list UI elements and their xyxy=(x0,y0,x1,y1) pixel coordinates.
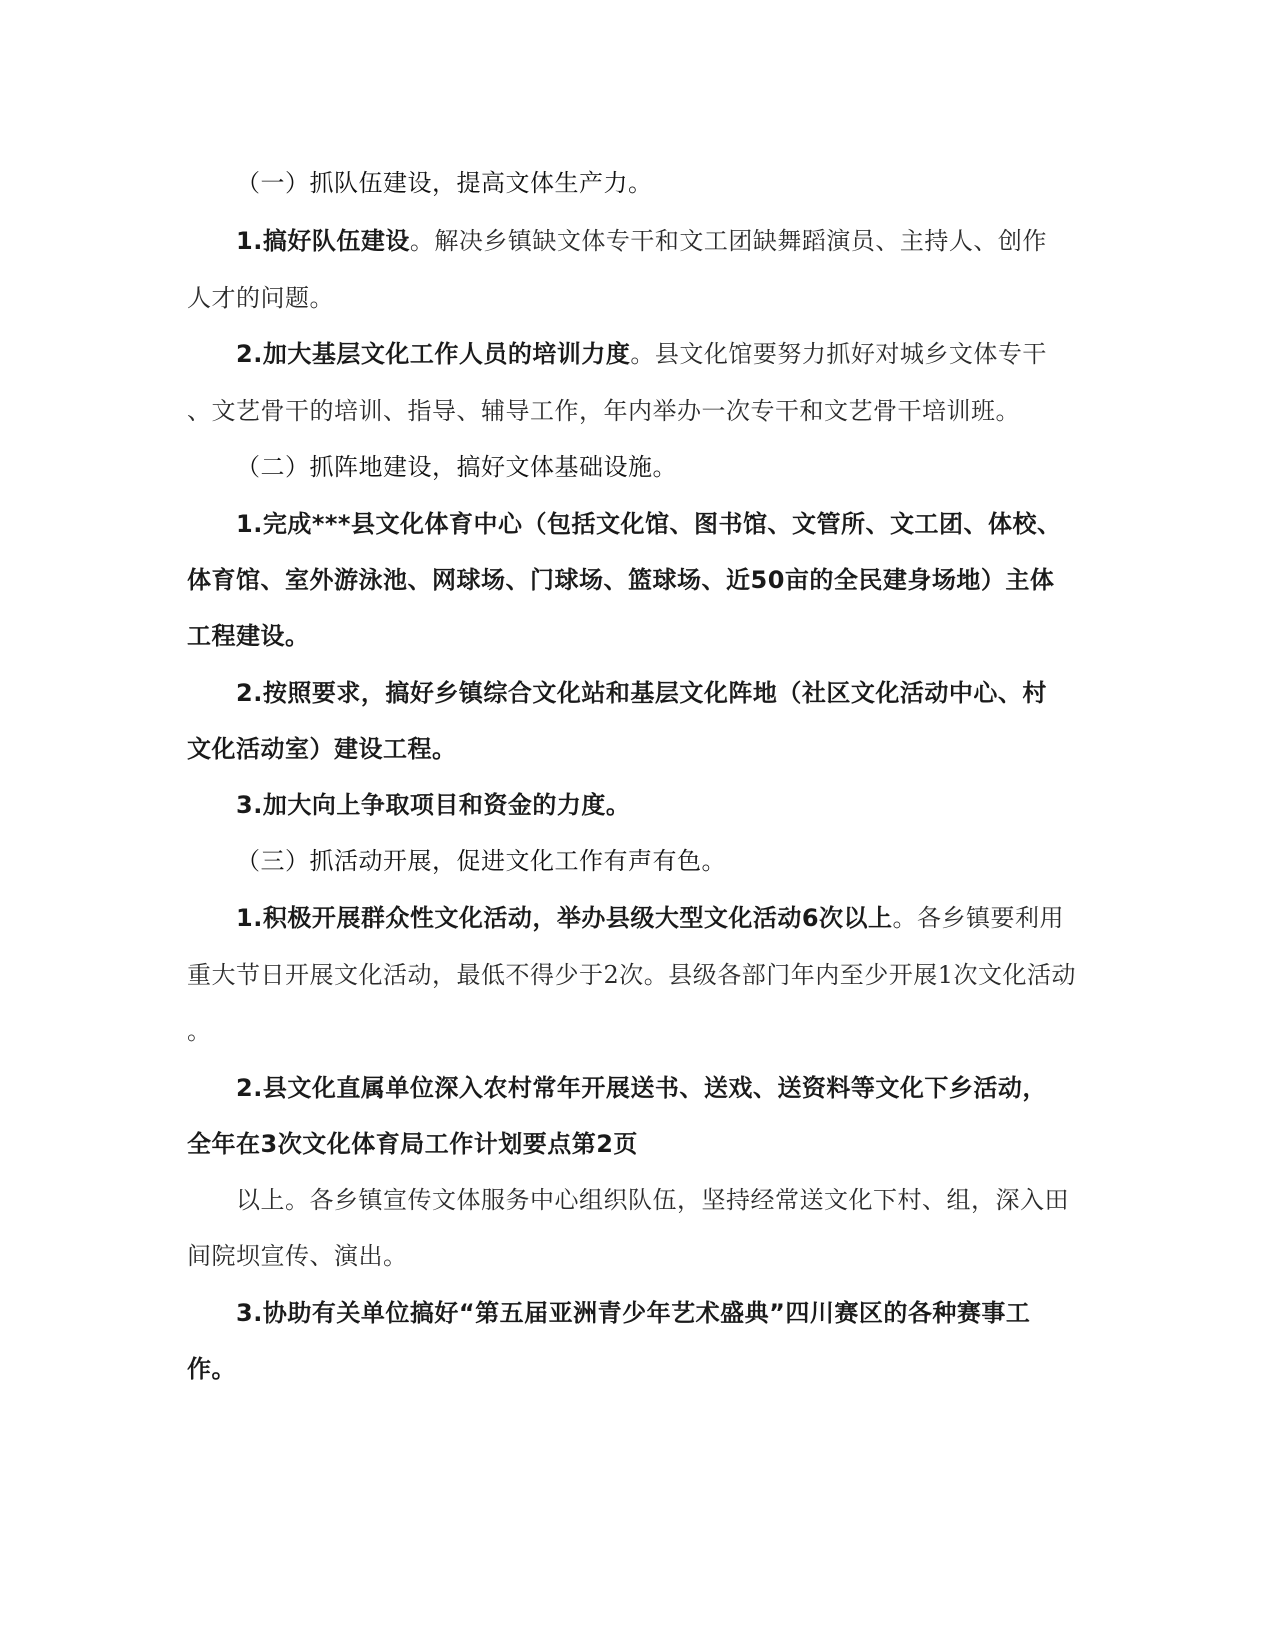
paragraph-line: 全年在3次文化体育局工作计划要点第2页 xyxy=(187,1130,638,1158)
item-title: 1.搞好队伍建设 xyxy=(236,227,410,255)
section-heading-3: （三）抓活动开展，促进文化工作有声有色。 xyxy=(236,847,726,875)
paragraph-line: 、文艺骨干的培训、指导、辅导工作，年内举办一次专干和文艺骨干培训班。 xyxy=(187,397,1020,425)
paragraph-line: 作。 xyxy=(187,1355,236,1383)
paragraph-line: 2.县文化直属单位深入农村常年开展送书、送戏、送资料等文化下乡活动， xyxy=(236,1074,1047,1102)
paragraph-line: 3.协助有关单位搞好“第五届亚洲青少年艺术盛典”四川赛区的各种赛事工 xyxy=(236,1299,1031,1327)
paragraph-line: 体育馆、室外游泳池、网球场、门球场、篮球场、近50亩的全民建身场地）主体 xyxy=(187,566,1055,594)
paragraph-line: 3.加大向上争取项目和资金的力度。 xyxy=(236,791,631,819)
paragraph-line: 2.按照要求，搞好乡镇综合文化站和基层文化阵地（社区文化活动中心、村 xyxy=(236,679,1047,707)
paragraph-line: 文化活动室）建设工程。 xyxy=(187,735,457,763)
paragraph-line: 工程建设。 xyxy=(187,622,310,650)
item-text: 。解决乡镇缺文体专干和文工团缺舞蹈演员、主持人、创作 xyxy=(409,227,1047,255)
paragraph-line: 人才的问题。 xyxy=(187,284,334,312)
paragraph-line: 1.完成***县文化体育中心（包括文化馆、图书馆、文管所、文工团、体校、 xyxy=(236,510,1062,538)
item-text: 。县文化馆要努力抓好对城乡文体专干 xyxy=(630,340,1047,368)
paragraph-line: 间院坝宣传、演出。 xyxy=(187,1242,408,1270)
paragraph-line: 重大节日开展文化活动，最低不得少于2次。县级各部门年内至少开展1次文化活动 xyxy=(187,961,1077,989)
section-heading-1: （一）抓队伍建设，提高文体生产力。 xyxy=(236,169,653,197)
paragraph-line: 以上。各乡镇宣传文体服务中心组织队伍，坚持经常送文化下村、组，深入田 xyxy=(236,1186,1069,1214)
item-title: 2.加大基层文化工作人员的培训力度 xyxy=(236,340,631,368)
item-title: 1.积极开展群众性文化活动，举办县级大型文化活动6次以上 xyxy=(236,904,893,932)
paragraph-line: 。 xyxy=(187,1017,212,1045)
section-heading-2: （二）抓阵地建设，搞好文体基础设施。 xyxy=(236,453,677,481)
item-text: 。各乡镇要利用 xyxy=(892,904,1065,932)
paragraph-line xyxy=(236,339,1047,369)
paragraph-line xyxy=(236,226,1047,256)
paragraph-line xyxy=(236,903,1064,933)
